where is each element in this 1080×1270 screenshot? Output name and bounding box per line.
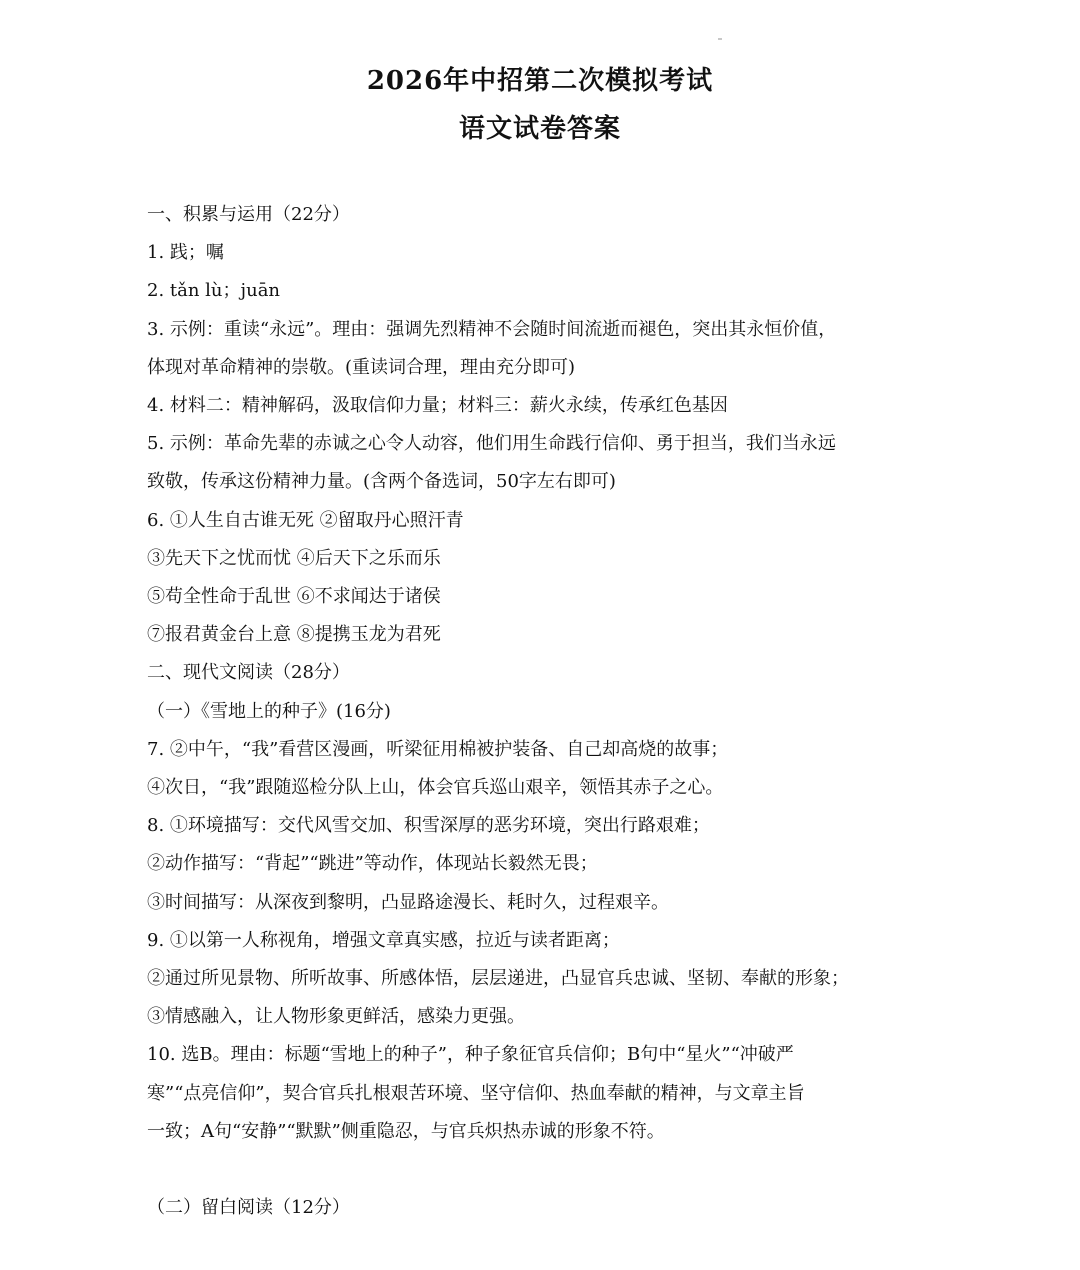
- answer-line: 6. ①人生自古谁无死 ②留取丹心照汗青: [147, 509, 464, 531]
- answer-line: 致敬，传承这份精神力量。(含两个备选词，50字左右即可): [147, 471, 616, 493]
- subsection-heading: （二）留白阅读（12分）: [147, 1197, 350, 1219]
- answer-body: [147, 196, 907, 1227]
- answer-line: ③先天下之忧而忧 ④后天下之乐而乐: [147, 547, 441, 569]
- answer-line: ③时间描写：从深夜到黎明，凸显路途漫长、耗时久，过程艰辛。: [147, 891, 669, 913]
- section-heading-1: 一、积累与运用（22分）: [147, 204, 350, 225]
- answer-line: 7. ②中午，“我”看营区漫画，听梁征用棉被护装备、自己却高烧的故事；: [147, 738, 729, 760]
- answer-line: 体现对革命精神的崇敬。(重读词合理，理由充分即可): [147, 356, 576, 378]
- answer-line: 3. 示例：重读“永远”。理由：强调先烈精神不会随时间流逝而褪色，突出其永恒价值，: [147, 318, 837, 340]
- answer-line: 5. 示例：革命先辈的赤诚之心令人动容，他们用生命践行信仰、勇于担当，我们当永远: [147, 433, 836, 455]
- answer-line: 9. ①以第一人称视角，增强文章真实感，拉近与读者距离；: [147, 929, 620, 951]
- answer-line: 8. ①环境描写：交代风雪交加、积雪深厚的恶劣环境，突出行路艰难；: [147, 815, 710, 837]
- section-heading-2: 二、现代文阅读（28分）: [147, 662, 350, 684]
- answer-line: 一致；A句“安静”“默默”侧重隐忍，与官兵炽热赤诚的形象不符。: [147, 1120, 665, 1142]
- answer-line: 寒”“点亮信仰”，契合官兵扎根艰苦环境、坚守信仰、热血奉献的精神，与文章主旨: [147, 1082, 805, 1104]
- exam-subtitle: 语文试卷答案: [458, 114, 621, 144]
- answer-line: 4. 材料二：精神解码，汲取信仰力量；材料三：薪火永续，传承红色基因: [147, 395, 728, 417]
- answer-line: 10. 选B。理由：标题“雪地上的种子”，种子象征官兵信仰；B句中“星火”“冲破严: [147, 1044, 794, 1066]
- answer-line: 1. 践；嘱: [147, 242, 224, 264]
- answer-line: ⑦报君黄金台上意 ⑧提携玉龙为君死: [147, 624, 441, 646]
- answer-line: ②通过所见景物、所听故事、所感体悟，层层递进，凸显官兵忠诚、坚韧、奉献的形象；: [147, 968, 849, 990]
- answer-line: ④次日，“我”跟随巡检分队上山，体会官兵巡山艰辛，领悟其赤子之心。: [147, 777, 724, 799]
- spacer: [147, 1151, 907, 1189]
- answer-line: ⑤苟全性命于乱世 ⑥不求闻达于诸侯: [147, 586, 441, 608]
- exam-title: 2026年中招第二次模拟考试: [366, 66, 714, 96]
- answer-line: ③情感融入，让人物形象更鲜活，感染力更强。: [147, 1006, 525, 1028]
- answer-line: 2. tǎn lù；juān: [147, 280, 281, 302]
- answer-line: ②动作描写：“背起”“跳进”等动作，体现站长毅然无畏；: [147, 853, 598, 875]
- scan-speck: [718, 38, 722, 40]
- subsection-heading: （一）《雪地上的种子》(16分): [147, 700, 391, 722]
